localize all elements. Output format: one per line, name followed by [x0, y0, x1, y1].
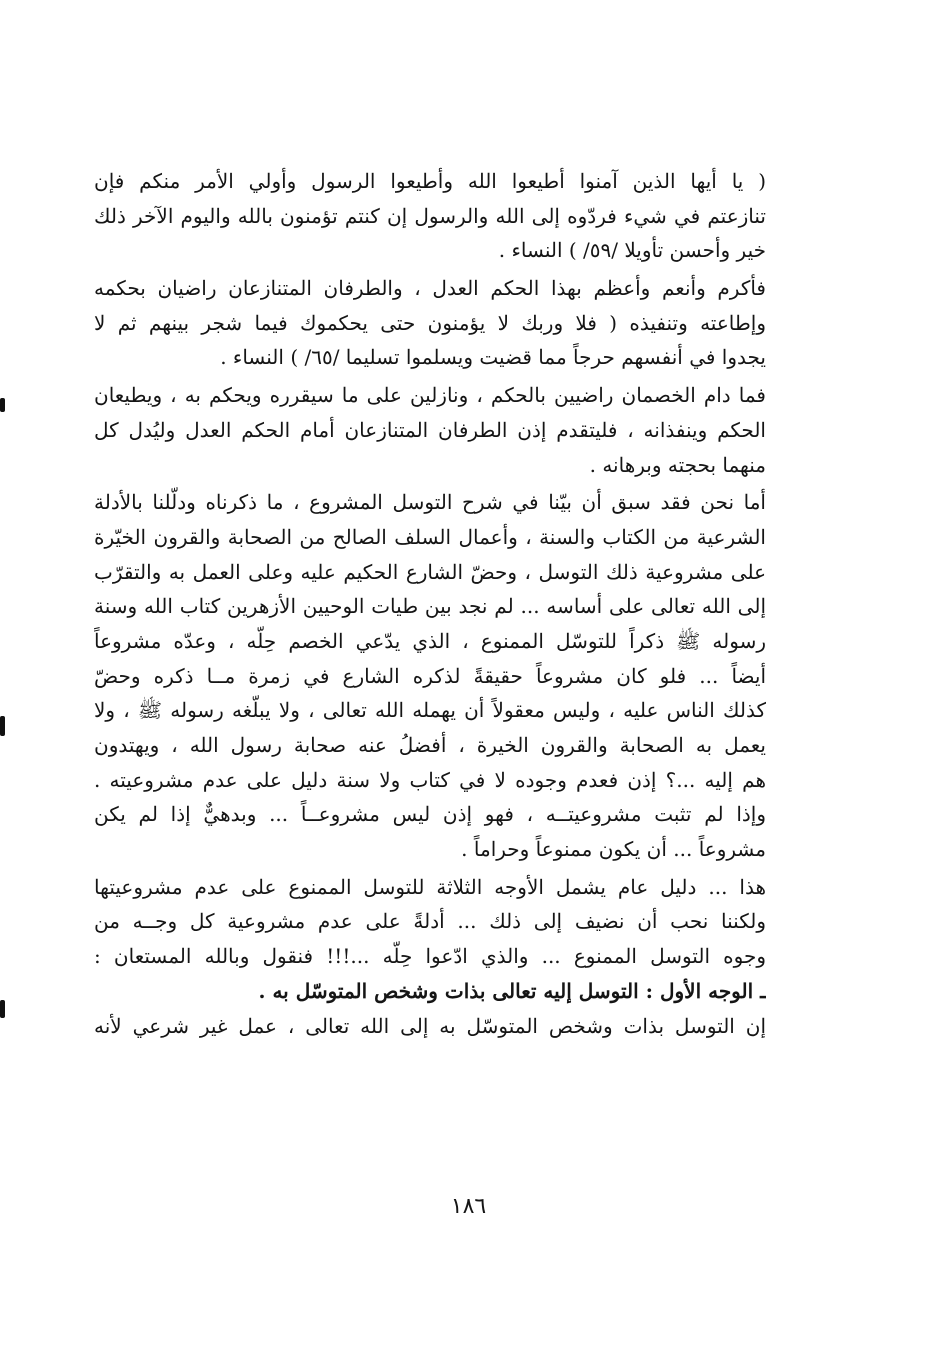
text-line: وإطاعته وتنفيذه ( فلا وربك لا يؤمنون حتى يحكموك فيما شجر بينهم ثم لا: [94, 310, 766, 335]
text-line: أيضاً ... فلو كان مشروعاً حقيقةً لذكره الشارع في زمرة مــا ذكره وحضّ: [94, 663, 766, 688]
text-line: هم إليه ...؟ إذن فعدم وجوده لا في كتاب ولا سنة دليل على عدم مشروعيته .: [94, 767, 766, 792]
text-line: وجوه التوسل الممنوع ... والذي ادّعوا حِلّه ...!!! فنقول وبالله المستعان :: [94, 944, 766, 969]
text-line: على مشروعية ذلك التوسل ، وحضّ الشارع الحكيم عليه وعلى العمل به والتقرّب: [94, 559, 766, 584]
text-line: ولكننا نحب أن نضيف إلى ذلك ... أدلةً على عدم مشروعية كل وجــه من: [94, 909, 766, 934]
scan-edge-mark: [0, 716, 5, 736]
text-line: يجدوا في أنفسهم حرجاً مما قضيت ويسلموا تسليما /٦٥/ ) النساء .: [220, 345, 766, 370]
text-line: الشرعية من الكتاب والسنة ، وأعمال السلف الصالح من الصحابة والقرون الخيّرة: [94, 524, 766, 549]
text-line: الحكم وينفذانه ، فليتقدم إذن الطرفان المتنازعان أمام الحكم العدل وليُدل كل: [94, 417, 766, 442]
section-heading: ـ الوجه الأول : التوسل إليه تعالى بذات وشخص المتوسّل به .: [258, 978, 766, 1003]
text-line: فأكرم وأنعم وأعظم بهذا الحكم العدل ، والطرفان المتنازعان راضيان بحكمه: [94, 276, 766, 301]
text-line: إلى الله تعالى على أساسه ... لم نجد بين طيات الوحيين الأزهرين كتاب الله وسنة: [94, 594, 766, 619]
scan-edge-mark: [0, 1000, 5, 1018]
text-line: منهما بحجته وبرهانه .: [589, 452, 766, 477]
text-line: فما دام الخصمان راضيين بالحكم ، ونازلين على ما سيقرره ويحكم به ، ويطيعان: [94, 383, 766, 408]
text-line: ( يا أيها الذين آمنوا أطيعوا الله وأطيعوا الرسول وأولي الأمر منكم فإن: [94, 169, 766, 193]
text-line: تنازعتم في شيء فردّوه إلى الله والرسول إن كنتم تؤمنون بالله واليوم الآخر ذلك: [94, 203, 766, 228]
text-line: كذلك الناس عليه ، وليس معقولاً أن يهمله الله تعالى ، ولا يبلّغه رسوله ﷺ ، ولا: [94, 698, 766, 723]
text-line: أما نحن فقد سبق أن بيّنا في شرح التوسل المشروع ، ما ذكرناه ودلّلنا بالأدلة: [94, 490, 766, 515]
text-line: وإذا لم تثبت مشروعيتــه ، فهو إذن ليس مشروعــاً ... وبدهيٌّ إذا لم يكن: [94, 802, 766, 827]
text-line: رسوله ﷺ ذكراً للتوسّل الممنوع ، الذي يدّعي الخصم حِلّه ، وعدّه مشروعاً: [94, 628, 766, 653]
body-text: [94, 164, 766, 1043]
scan-edge-mark: [0, 398, 5, 412]
text-line: خير وأحسن تأويلا /٥٩/ ) النساء .: [498, 238, 766, 263]
text-line: مشروعاً ... أن يكون ممنوعاً وحراماً .: [461, 837, 766, 862]
page-number: ١٨٦: [450, 1194, 487, 1219]
text-line: إن التوسل بذات وشخص المتوسّل به إلى الله تعالى ، عمل غير شرعي لأنه: [94, 1013, 766, 1038]
text-line: هذا ... دليل عام يشمل الأوجه الثلاثة للتوسل الممنوع على عدم مشروعيتها: [94, 874, 766, 899]
text-line: يعمل به الصحابة والقرون الخيرة ، أفضلُ عنه صحابة رسول الله ، ويهتدون: [94, 733, 766, 757]
